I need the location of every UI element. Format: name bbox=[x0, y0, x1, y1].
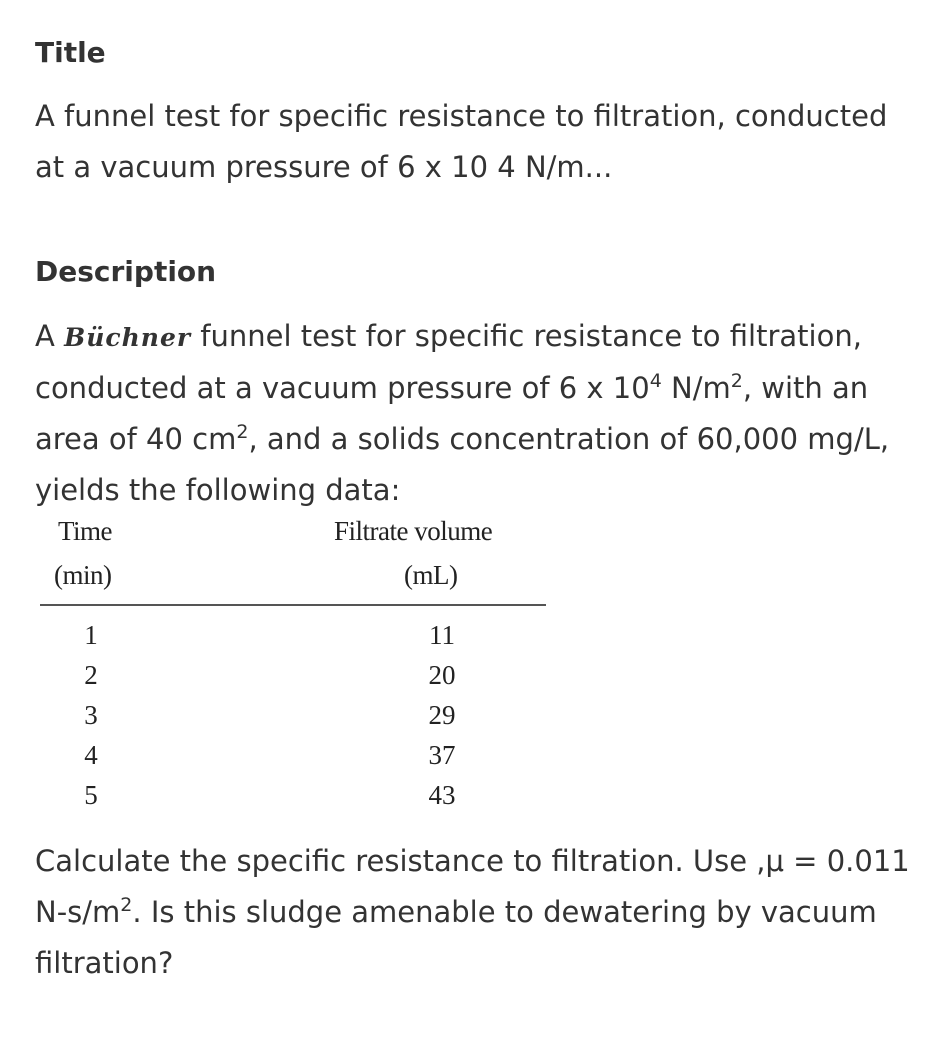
data-table bbox=[40, 512, 555, 822]
volume-column-header: Filtrate volume bbox=[334, 516, 493, 546]
exponent-2-area: 2 bbox=[236, 421, 249, 443]
volume-cell: 37 bbox=[428, 740, 456, 770]
volume-column-unit: (mL) bbox=[404, 560, 458, 590]
time-column-header: Time bbox=[58, 516, 113, 546]
question-text bbox=[35, 836, 925, 989]
description-text-pre: A bbox=[35, 319, 55, 353]
buchner-word: Büchner bbox=[64, 323, 192, 352]
table-row bbox=[40, 620, 546, 660]
question-text-part-a: Calculate the specific resistance to filtration. Use ,μ = 0.011 N-s/m bbox=[35, 844, 910, 929]
volume-cell: 11 bbox=[429, 620, 455, 650]
time-column-unit: (min) bbox=[54, 560, 112, 590]
description-text-part-a: funnel test for specific resistance to filtration, conducted at a vacuum pressure of 6 x 10 bbox=[35, 319, 862, 405]
volume-cell: 43 bbox=[428, 780, 456, 810]
time-cell: 1 bbox=[84, 620, 98, 650]
volume-cell: 29 bbox=[428, 700, 456, 730]
exponent-2-pressure: 2 bbox=[730, 370, 743, 392]
table-header-rule bbox=[40, 604, 546, 606]
volume-cell: 20 bbox=[428, 660, 456, 690]
question-text-part-b: . Is this sludge amenable to dewatering by vacuum filtration? bbox=[35, 895, 877, 980]
time-cell: 2 bbox=[84, 660, 98, 690]
description-text-part-d: , and a solids concentration of 60,000 mg/L, yields the following data: bbox=[35, 422, 890, 507]
table-row bbox=[40, 660, 546, 700]
description-text-part-b: N/m bbox=[661, 371, 731, 405]
title-text: A funnel test for specific resistance to filtration, conducted at a vacuum pressure of 6 x 10 4 N/m... bbox=[35, 99, 888, 184]
title-heading: Title bbox=[35, 36, 106, 69]
description-heading: Description bbox=[35, 255, 217, 288]
time-cell: 4 bbox=[84, 740, 98, 770]
exponent-2-viscosity: 2 bbox=[120, 894, 133, 916]
exponent-4: 4 bbox=[649, 370, 662, 392]
table-row bbox=[40, 700, 546, 740]
time-cell: 5 bbox=[84, 780, 98, 810]
description-text-part-c: , with an area of 40 cm bbox=[35, 371, 869, 456]
table-row bbox=[40, 780, 546, 820]
table-row bbox=[40, 740, 546, 780]
description-text bbox=[35, 311, 925, 516]
time-cell: 3 bbox=[84, 700, 98, 730]
